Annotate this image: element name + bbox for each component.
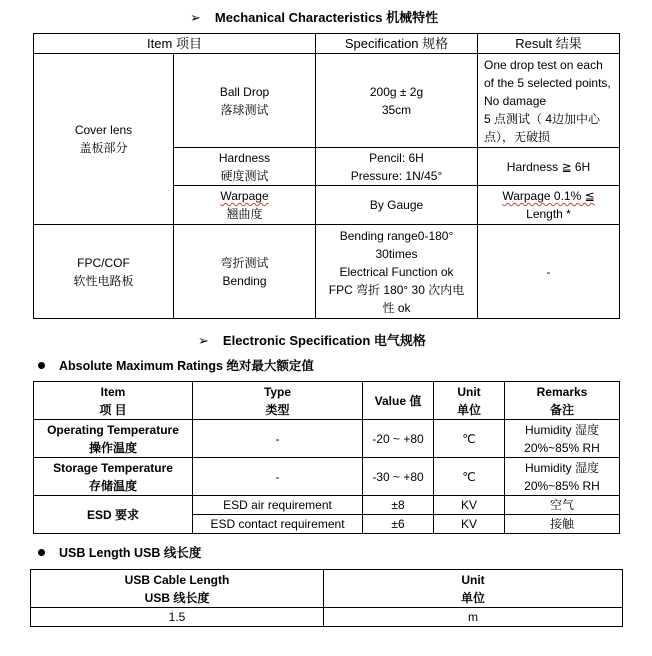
hardness-spec	[316, 148, 478, 186]
ball-drop-height: 35cm	[381, 102, 412, 117]
usb-heading	[38, 543, 201, 561]
operating-temp-value: -20 ~ +80	[363, 420, 434, 458]
header-item: Item 项目	[34, 34, 316, 54]
bending-label-cn: 弯折测试	[220, 255, 269, 270]
bullet-dot-icon	[38, 549, 45, 556]
bending-label: Bending	[222, 273, 267, 288]
ball-drop-weight: 200g ± 2g	[369, 84, 424, 99]
hardness-pressure: Pressure: 1N/45°	[350, 168, 443, 183]
usb-cable-header-cn: USB 线长度	[144, 590, 210, 605]
header-item-cell	[34, 382, 193, 420]
mechanical-title: Mechanical Characteristics 机械特性	[214, 10, 439, 25]
ball-drop-item	[174, 54, 316, 148]
usb-unit-header-en: Unit	[461, 572, 485, 587]
cover-lens-label-cn: 盖板部分	[79, 141, 128, 155]
header-item-cn: 项 目	[99, 402, 127, 417]
esd-contact-value: ±6	[363, 515, 434, 534]
storage-temp-value: -30 ~ +80	[363, 458, 434, 496]
header-unit-cell	[434, 382, 505, 420]
hardness-label-cn: 硬度测试	[220, 168, 269, 183]
warpage-result-line-1: Warpage 0.1% ≦	[502, 189, 595, 203]
header-remarks-en: Remarks	[536, 384, 588, 399]
esd-contact-remark: 接触	[505, 515, 620, 534]
abs-max-title: Absolute Maximum Ratings 绝对最大额定值	[59, 359, 314, 373]
mechanical-heading	[190, 7, 438, 26]
ball-drop-spec	[316, 54, 478, 148]
storage-temp-label: Storage Temperature	[53, 460, 173, 475]
table-row	[34, 458, 620, 496]
header-unit-cn: 单位	[456, 402, 481, 417]
usb-title: USB Length USB 线长度	[59, 546, 202, 560]
warpage-result-line-2: Length *	[526, 207, 571, 221]
header-value-cell: Value 值	[363, 382, 434, 420]
electronic-title: Electronic Specification 电气规格	[222, 333, 426, 348]
usb-unit-header-cn: 单位	[460, 590, 485, 605]
warpage-item	[174, 186, 316, 225]
hardness-pencil: Pencil: 6H	[369, 150, 424, 165]
fpc-label-cn: 软性电路板	[73, 273, 134, 288]
bending-spec-line-2: 30times	[375, 246, 418, 261]
warpage-result	[478, 186, 620, 225]
ball-drop-result-line-1: One drop test on each	[484, 57, 603, 72]
abs-max-header-row	[34, 382, 620, 420]
header-type-en: Type	[263, 384, 292, 399]
ball-drop-label: Ball Drop	[219, 84, 270, 99]
hardness-item	[174, 148, 316, 186]
operating-temp-remark-line-2: 20%~85% RH	[524, 440, 600, 455]
table-row	[31, 608, 623, 627]
operating-temp-type: -	[193, 420, 363, 458]
usb-table	[30, 569, 623, 627]
storage-temp-label-cn: 存储温度	[88, 478, 137, 493]
hardness-label: Hardness	[218, 150, 271, 165]
mechanical-header-row	[34, 34, 620, 54]
warpage-label: Warpage	[220, 189, 269, 203]
abs-max-heading	[38, 356, 314, 374]
fpc-row	[34, 225, 620, 319]
arrow-bullet-icon: ➢	[198, 333, 209, 348]
storage-temp-remark-line-2: 20%~85% RH	[524, 478, 600, 493]
header-remarks-cell	[505, 382, 620, 420]
abs-max-table	[33, 381, 620, 534]
bending-spec-line-1: Bending range0-180°	[339, 228, 454, 243]
operating-temp-remark	[505, 420, 620, 458]
bending-spec-line-4: FPC 弯折 180° 30 次内电	[328, 282, 465, 297]
fpc-cell	[34, 225, 174, 319]
operating-temp-label: Operating Temperature	[47, 422, 179, 437]
storage-temp-remark-line-1: Humidity 湿度	[524, 460, 599, 475]
electronic-heading	[198, 330, 426, 349]
header-remarks-cn: 备注	[549, 402, 574, 417]
esd-air-value: ±8	[363, 496, 434, 515]
fpc-label: FPC/COF	[77, 255, 130, 270]
warpage-spec: By Gauge	[316, 186, 478, 225]
ball-drop-result	[478, 54, 620, 148]
cover-lens-cell	[34, 54, 174, 225]
bending-spec	[316, 225, 478, 319]
bending-result: -	[478, 225, 620, 319]
ball-drop-result-line-2: of the 5 selected points,	[484, 75, 611, 90]
usb-cable-header	[31, 570, 324, 608]
esd-air-row	[34, 496, 620, 515]
usb-unit-header	[324, 570, 623, 608]
bending-spec-line-5: 性 ok	[382, 300, 411, 315]
bending-item	[174, 225, 316, 319]
ball-drop-result-line-3: No damage	[484, 93, 547, 108]
ball-drop-row	[34, 54, 620, 148]
header-result: Result 结果	[478, 34, 620, 54]
storage-temp-type: -	[193, 458, 363, 496]
operating-temp-unit: ℃	[434, 420, 505, 458]
warpage-label-cn: 翘曲度	[226, 207, 263, 221]
esd-contact-type: ESD contact requirement	[193, 515, 363, 534]
operating-temp-label-cn: 操作温度	[88, 440, 137, 455]
usb-header-row	[31, 570, 623, 608]
header-type-cell	[193, 382, 363, 420]
table-row	[34, 420, 620, 458]
storage-temp-remark	[505, 458, 620, 496]
esd-item: ESD 要求	[34, 496, 193, 534]
ball-drop-label-cn: 落球测试	[220, 102, 269, 117]
header-specification: Specification 规格	[316, 34, 478, 54]
hardness-result: Hardness ≧ 6H	[478, 148, 620, 186]
usb-cable-header-en: USB Cable Length	[124, 572, 230, 587]
usb-length-unit: m	[324, 608, 623, 627]
ball-drop-result-line-5: 点），无破损	[484, 129, 551, 144]
header-item-en: Item	[100, 384, 126, 399]
usb-length-value: 1.5	[31, 608, 324, 627]
ball-drop-result-line-4: 5 点测试（ 4边加中心	[484, 111, 601, 126]
esd-air-unit: KV	[434, 496, 505, 515]
bullet-dot-icon	[38, 362, 45, 369]
header-type-cn: 类型	[265, 402, 290, 417]
esd-air-remark: 空气	[505, 496, 620, 515]
operating-temp-item	[34, 420, 193, 458]
arrow-bullet-icon: ➢	[190, 10, 201, 25]
mechanical-table	[33, 33, 620, 319]
operating-temp-remark-line-1: Humidity 湿度	[524, 422, 599, 437]
cover-lens-label: Cover lens	[74, 123, 133, 137]
esd-air-type: ESD air requirement	[193, 496, 363, 515]
storage-temp-item	[34, 458, 193, 496]
header-unit-en: Unit	[457, 384, 481, 399]
storage-temp-unit: ℃	[434, 458, 505, 496]
bending-spec-line-3: Electrical Function ok	[339, 264, 454, 279]
esd-contact-unit: KV	[434, 515, 505, 534]
